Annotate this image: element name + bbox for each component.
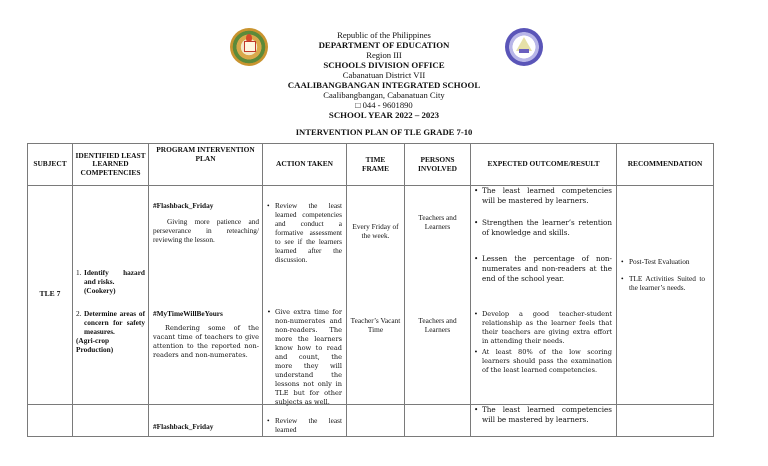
action-item: • Give extra time for non-numerates and non-readers. The more the learners know how to read and count, the more they will understand the lessons not only in TLE but for other subjects as well.	[267, 308, 342, 407]
department-line: DEPARTMENT OF EDUCATION	[318, 40, 450, 50]
time-frame-cell	[347, 405, 405, 437]
program-tag: #Flashback_Friday	[153, 201, 214, 210]
table-row	[28, 186, 714, 405]
outcome-item: • Strengthen the learner’s retention of knowledge and skills.	[474, 218, 612, 238]
subject-cell	[28, 186, 73, 405]
outcome-item: • The least learned competencies will be mastered by learners.	[474, 186, 612, 206]
recommendation-cell	[617, 405, 714, 437]
persons-cell	[405, 405, 471, 437]
subject-cell	[28, 405, 73, 437]
program-cell	[149, 405, 263, 437]
header-competencies: IDENTIFIED LEAST LEARNED COMPETENCIES	[73, 144, 149, 186]
persons-cell	[405, 186, 471, 405]
school-name: CAALIBANGBANGAN INTEGRATED SCHOOL	[287, 80, 481, 90]
action-item: • Review the least learned competencies and conduct a formative assessment to see if the learners learned after the discussion.	[267, 201, 342, 264]
program-item	[153, 201, 259, 244]
action-item: • Review the least learned	[267, 416, 342, 434]
competency-item: 2. Determine areas of concern for safety measures. (Agri-crop Production)	[76, 309, 145, 354]
outcome-item: • Develop a good teacher-student relationship as the learner feels that their teachers are giving extra effort in attending their needs.	[474, 310, 612, 346]
competencies-cell	[73, 405, 149, 437]
table-header-row	[28, 144, 714, 186]
address-line: Caalibangbangan, Cabanatuan City	[323, 90, 445, 100]
header-persons: PERSONS INVOLVED	[405, 144, 471, 186]
header-subject: SUBJECT	[28, 144, 73, 186]
header-recommendation: RECOMMENDATION	[617, 144, 714, 186]
document-title: INTERVENTION PLAN OF TLE GRADE 7-10	[295, 127, 473, 137]
time-frame-item: Every Friday of the week.	[352, 222, 399, 240]
action-cell	[263, 405, 347, 437]
header-program: PROGRAM INTERVENTION PLAN	[149, 144, 263, 186]
republic-line: Republic of the Philippines	[337, 30, 431, 40]
competencies-cell	[73, 186, 149, 405]
subject-label: TLE 7	[39, 289, 61, 298]
competency-item: 1. Identify hazard and risks. (Cookery)	[76, 268, 145, 295]
action-cell	[263, 186, 347, 405]
program-desc: Giving more patience and perseverance in reteaching/ reviewing the lesson.	[153, 217, 259, 244]
program-tag: #Flashback_Friday	[153, 422, 214, 431]
time-frame-item: Teacher’s Vacant Time	[350, 316, 401, 334]
outcome-item: • At least 80% of the low scoring learners should pass the examination of the least learned competencies.	[474, 348, 612, 375]
intervention-plan-table	[27, 143, 714, 437]
program-item	[153, 309, 259, 360]
recommendation-item: • Post-Test Evaluation	[621, 257, 705, 266]
recommendation-cell	[617, 186, 714, 405]
phone-line: □ 044 - 9601890	[355, 100, 413, 110]
header-time-frame: TIME FRAME	[347, 144, 405, 186]
outcome-item: • The least learned competencies will be mastered by learners.	[474, 405, 612, 425]
table-row	[28, 405, 714, 437]
outcome-cell	[471, 405, 617, 437]
program-tag: #MyTimeWillBeYours	[153, 309, 223, 318]
persons-item: Teachers and Learners	[418, 316, 457, 334]
program-cell	[149, 186, 263, 405]
persons-item: Teachers and Learners	[418, 213, 457, 231]
school-year: SCHOOL YEAR 2022 – 2023	[328, 110, 440, 120]
header-outcome: EXPECTED OUTCOME/RESULT	[471, 144, 617, 186]
district-line: Cabanatuan District VII	[342, 70, 426, 80]
program-desc: Rendering some of the vacant time of teachers to give attention to the reported non-readers and non-numerates.	[153, 324, 259, 359]
time-frame-cell	[347, 186, 405, 405]
division-line: SCHOOLS DIVISION OFFICE	[323, 60, 445, 70]
recommendation-item: • TLE Activities Suited to the learner’s needs.	[621, 274, 705, 292]
outcome-cell	[471, 186, 617, 405]
header-action: ACTION TAKEN	[263, 144, 347, 186]
outcome-item: • Lessen the percentage of non-numerates and non-readers at the end of the school year.	[474, 254, 612, 284]
region-line: Region III	[366, 50, 402, 60]
